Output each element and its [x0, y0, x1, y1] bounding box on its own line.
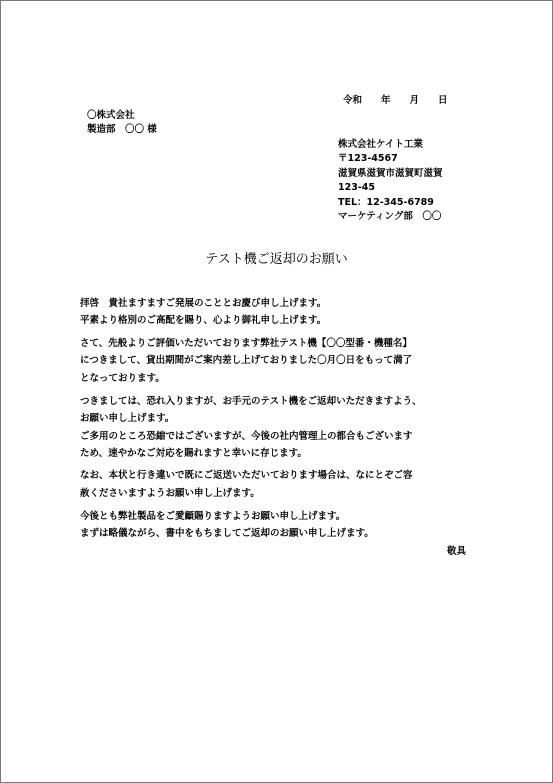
sender-tel: TEL：12-345-6789 [338, 197, 434, 208]
sender-company: 株式会社ケイト工業 [338, 139, 423, 150]
body-line: お願い申し上げます。 [80, 413, 175, 424]
letter-title: テスト機ご返却のお願い [205, 252, 348, 267]
sender-address1: 滋賀県滋賀市滋賀町滋賀 [338, 168, 443, 179]
body-line: まずは略儀ながら、書中をもちましてご返却のお願い申し上げます。 [80, 528, 374, 539]
sender-person: マーケティング部 〇〇 [338, 211, 442, 222]
recipient-company: 〇株式会社 [87, 110, 135, 121]
body-line: 赦くださいますようお願い申し上げます。 [80, 488, 260, 499]
body-line: つきましては、恐れ入りますが、お手元のテスト機をご返却いただきますよう、 [80, 396, 422, 407]
body-line: 拝啓 貴社ますますご発展のこととお慶び申し上げます。 [80, 298, 327, 309]
closing-word: 敬具 [447, 546, 467, 557]
body-line: 今後とも弊社製品をご愛顧賜りますようお願い申し上げます。 [80, 511, 346, 522]
recipient-department: 製造部 〇〇 様 [87, 124, 157, 135]
date-line: 令和 年 月 日 [343, 95, 448, 106]
body-line: ご多用のところ恐縮ではございますが、今後の社内管理上の都合もございます [80, 431, 413, 442]
body-line: となっております。 [80, 373, 165, 384]
body-line: 平素より格別のご高配を賜り、心より御礼申し上げます。 [80, 315, 327, 326]
body-line: なお、本状と行き違いで既にご返送いただいております場合は、なにとぞご容 [80, 470, 413, 481]
body-line: につきまして、貸出期間がご案内差し上げておりました〇月〇日をもって満了 [80, 355, 413, 366]
sender-address2: 123-45 [338, 182, 375, 193]
body-line: さて、先般よりご評価いただいております弊社テスト機【〇〇型番・機種名】 [80, 338, 412, 349]
sender-postal: 〒123-4567 [338, 153, 398, 164]
body-line: ため、速やかなご対応を賜れますと幸いに存じます。 [80, 448, 307, 459]
